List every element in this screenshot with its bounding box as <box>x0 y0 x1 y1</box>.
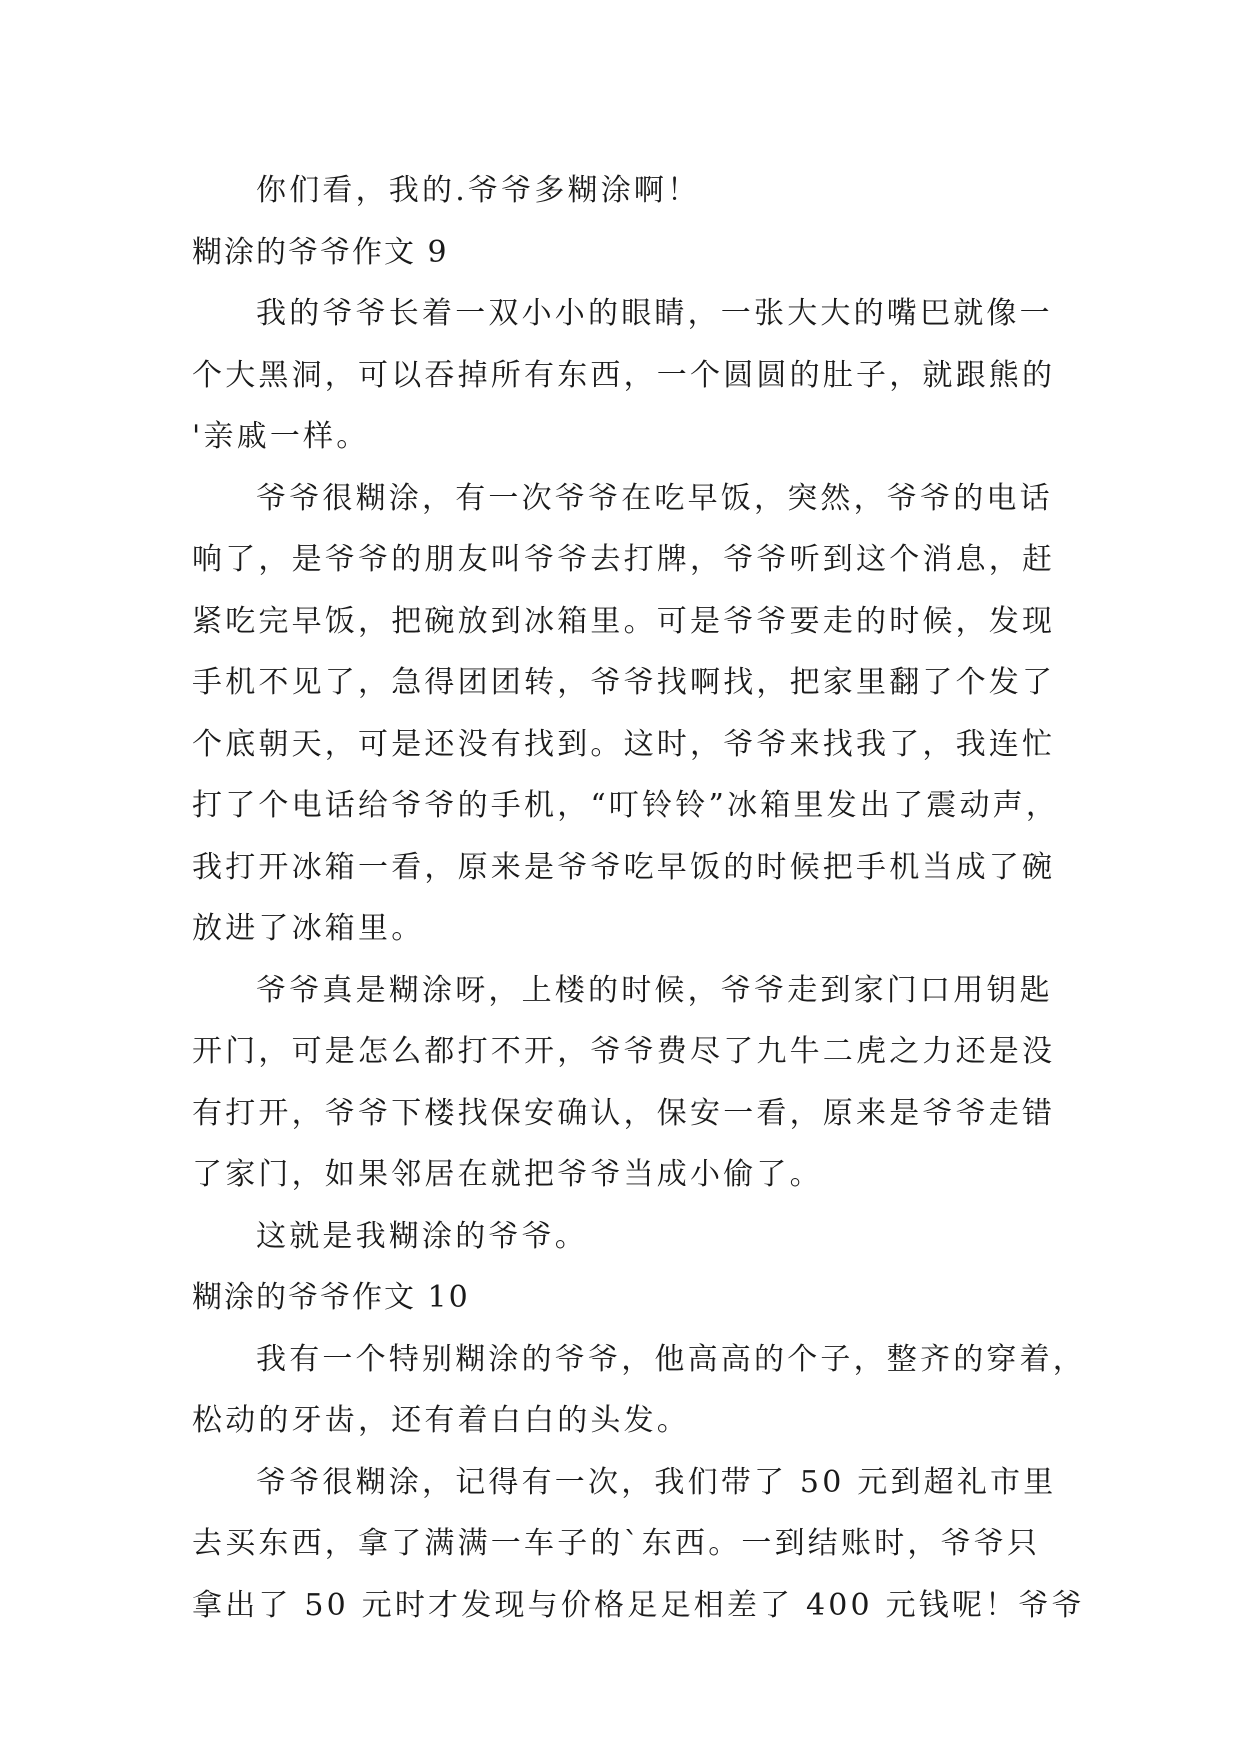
paragraph-line: 我有一个特别糊涂的爷爷，他高高的个子，整齐的穿着， <box>256 1341 1086 1377</box>
paragraph-line: 打了个电话给爷爷的手机，“叮铃铃”冰箱里发出了震动声， <box>192 788 1060 823</box>
paragraph-line: 这就是我糊涂的爷爷。 <box>256 1218 588 1254</box>
paragraph-line: '亲戚一样。 <box>192 419 370 454</box>
document-page <box>192 160 1086 1636</box>
paragraph-line: 拿出了 50 元时才发现与价格足足相差了 400 元钱呢！爷爷 <box>192 1587 1085 1623</box>
paragraph-line: 放进了冰箱里。 <box>192 911 425 946</box>
paragraph-line: 了家门，如果邻居在就把爷爷当成小偷了。 <box>192 1157 823 1192</box>
paragraph-line: 爷爷很糊涂，记得有一次，我们带了 50 元到超礼市里 <box>256 1464 1057 1500</box>
section-heading: 糊涂的爷爷作文 9 <box>192 234 449 270</box>
paragraph-line: 我打开冰箱一看，原来是爷爷吃早饭的时候把手机当成了碗 <box>192 849 1056 885</box>
paragraph-line: 我的爷爷长着一双小小的眼睛，一张大大的嘴巴就像一 <box>256 296 1053 331</box>
paragraph-line: 手机不见了，急得团团转，爷爷找啊找，把家里翻了个发了 <box>192 665 1056 700</box>
section-heading: 糊涂的爷爷作文 10 <box>192 1280 470 1315</box>
paragraph-line: 你们看，我的.爷爷多糊涂啊！ <box>256 173 701 208</box>
paragraph-line: 响了，是爷爷的朋友叫爷爷去打牌，爷爷听到这个消息，赶 <box>192 542 1056 577</box>
paragraph-line: 松动的牙齿，还有着白白的头发。 <box>192 1403 690 1438</box>
paragraph-line: 个底朝天，可是还没有找到。这时，爷爷来找我了，我连忙 <box>192 726 1056 762</box>
paragraph-line: 去买东西，拿了满满一车子的`东西。一到结账时，爷爷只 <box>192 1526 1041 1561</box>
paragraph-line: 有打开，爷爷下楼找保安确认，保安一看，原来是爷爷走错 <box>192 1095 1056 1131</box>
paragraph-line: 紧吃完早饭，把碗放到冰箱里。可是爷爷要走的时候，发现 <box>192 603 1056 639</box>
paragraph-line: 爷爷真是糊涂呀，上楼的时候，爷爷走到家门口用钥匙 <box>256 972 1053 1008</box>
paragraph-line: 爷爷很糊涂，有一次爷爷在吃早饭，突然，爷爷的电话 <box>256 480 1053 516</box>
paragraph-line: 开门，可是怎么都打不开，爷爷费尽了九牛二虎之力还是没 <box>192 1034 1056 1069</box>
paragraph-line: 个大黑洞，可以吞掉所有东西，一个圆圆的肚子，就跟熊的 <box>192 357 1056 393</box>
